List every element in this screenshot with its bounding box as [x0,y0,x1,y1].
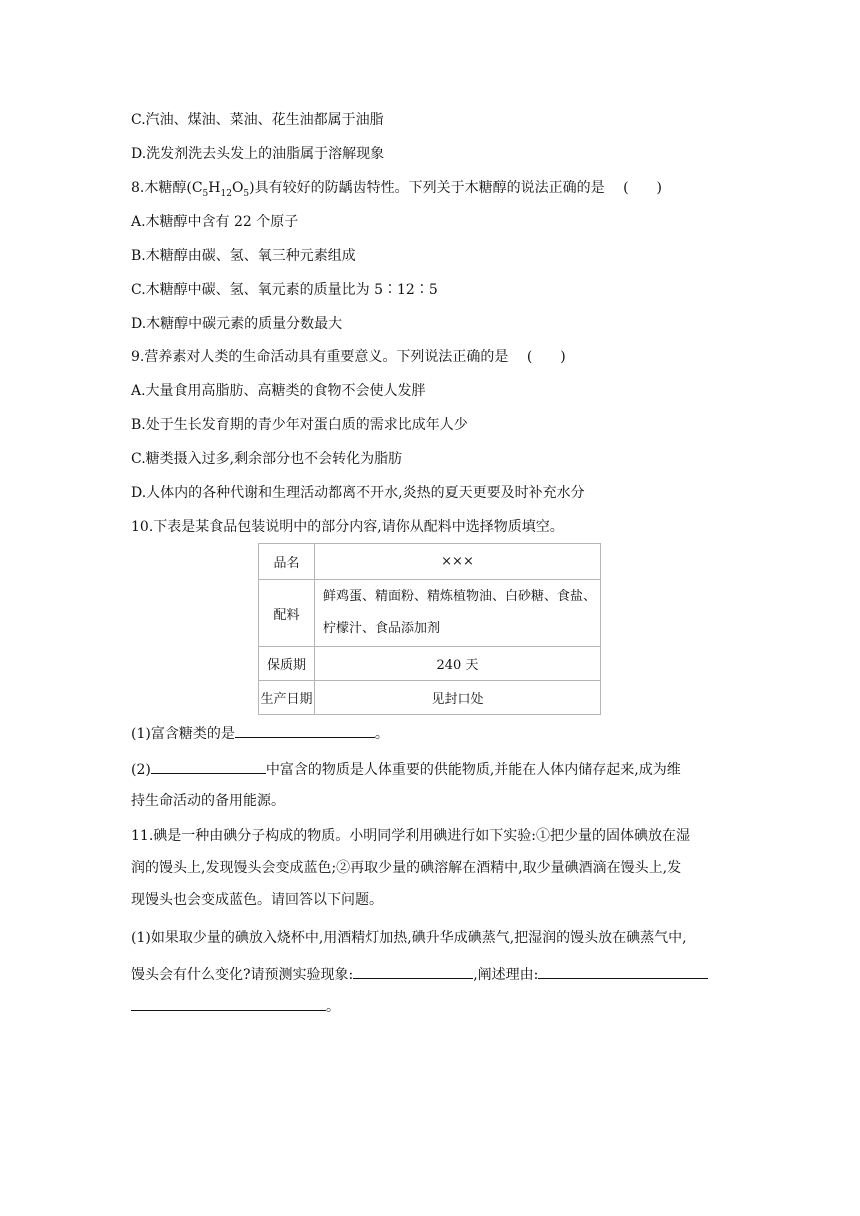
q11-stem-line-2: 润的馒头上,发现馒头会变成蓝色;②再取少量的碘溶解在酒精中,取少量碘酒滴在馒头上,发 [131,860,682,876]
q8-sub-h: 12 [220,188,232,199]
q11-part-1-reason: ,阐述理由: [473,967,539,983]
table-row [259,544,601,580]
q8-sub-c: 5 [202,188,209,199]
q11-stem-line-1: 11.碘是一种由碘分子构成的物质。小明同学利用碘进行如下实验:①把少量的固体碘放在湿 [131,828,690,844]
q8-stem-end: )具有较好的防龋齿特性。下列关于木糖醇的说法正确的是 [249,180,605,196]
q9-option-b: B.处于生长发育期的青少年对蛋白质的需求比成年人少 [131,417,468,433]
q9-option-a: A.大量食用高脂肪、高糖类的食物不会使人发胖 [131,383,426,399]
q7-option-c: C.汽油、煤油、菜油、花生油都属于油脂 [131,112,384,128]
q8-o: O [231,180,244,196]
q9-answer-paren: ( ) [526,349,566,365]
ingredients-line-1: 鲜鸡蛋、精面粉、精炼植物油、白砂糖、食盐、 [323,589,597,604]
q8-stem-start: 8.木糖醇(C [131,180,203,196]
q9-option-c: C.糖类摄入过多,剩余部分也不会转化为脂肪 [131,451,403,467]
table-row [259,681,601,715]
row-value-production-date: 见封口处 [315,681,601,715]
row-key-shelf-life: 保质期 [259,647,315,681]
q11-part-1-line-2 [131,962,708,985]
q11-part-1-end: 。 [326,999,340,1015]
row-key-production-date: 生产日期 [259,681,315,715]
q8-answer-paren: ( ) [623,180,663,196]
q8-option-b: B.木糖醇由碳、氢、氧三种元素组成 [131,248,356,264]
row-value-shelf-life: 240 天 [315,647,601,681]
food-label-table [258,543,601,715]
q9-stem [131,347,566,367]
row-key-name: 品名 [259,544,315,580]
q8-option-d: D.木糖醇中碳元素的质量分数最大 [131,316,343,332]
row-key-ingredients: 配料 [259,580,315,647]
answer-blank[interactable] [131,994,326,1011]
q10-part-2-start: (2) [131,762,151,778]
q8-option-c: C.木糖醇中碳、氢、氧元素的质量比为 5∶12∶5 [131,282,438,298]
q10-part-1-end: 。 [374,726,389,742]
q10-part-2 [131,757,681,780]
q7-option-d: D.洗发剂洗去头发上的油脂属于溶解现象 [131,146,385,162]
q9-stem-text: 9.营养素对人类的生命活动具有重要意义。下列说法正确的是 [131,349,509,365]
q11-part-1-line-3 [131,994,340,1017]
answer-blank[interactable] [353,962,473,979]
q8-sub-o: 5 [243,188,250,199]
row-value-name: ××× [315,544,601,580]
q11-part-1-prompt: 馒头会有什么变化?请预测实验现象: [131,967,354,983]
answer-blank[interactable] [235,721,375,738]
q9-option-d: D.人体内的各种代谢和生理活动都离不开水,炎热的夏天更要及时补充水分 [131,485,585,501]
answer-blank[interactable] [538,962,708,979]
q10-part-2-end: 中富含的物质是人体重要的供能物质,并能在人体内储存起来,成为维 [265,762,681,778]
q8-stem [131,178,662,198]
q8-h: H [208,180,221,196]
q10-part-2-cont: 持生命活动的备用能源。 [131,793,285,809]
q11-stem-line-3: 现馒头也会变成蓝色。请回答以下问题。 [131,892,383,908]
q10-part-1-text: (1)富含糖类的是 [131,726,235,742]
q10-stem: 10.下表是某食品包装说明中的部分内容,请你从配料中选择物质填空。 [131,519,564,535]
row-value-ingredients [315,580,601,647]
q8-option-a: A.木糖醇中含有 22 个原子 [131,214,299,230]
ingredients-line-2: 柠檬汁、食品添加剂 [323,621,441,636]
q11-part-1-line-1: (1)如果取少量的碘放入烧杯中,用酒精灯加热,碘升华成碘蒸气,把湿润的馒头放在碘蒸气中, [131,930,687,946]
table-row [259,647,601,681]
table-row [259,580,601,647]
q10-part-1 [131,721,389,744]
answer-blank[interactable] [151,757,266,774]
